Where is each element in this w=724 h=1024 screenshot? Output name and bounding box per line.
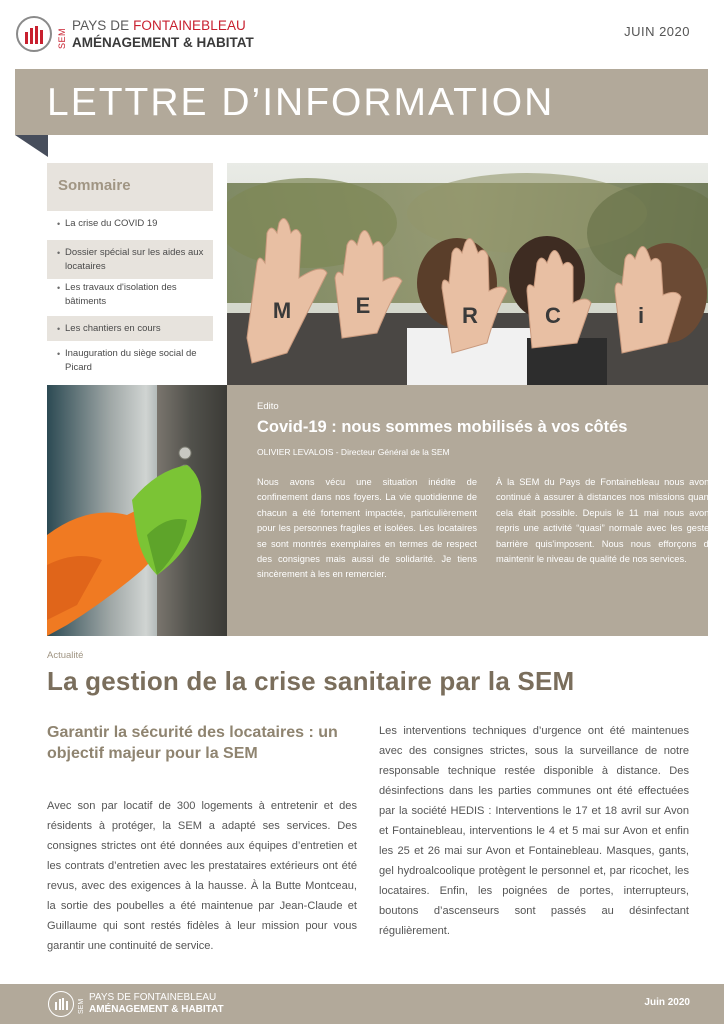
edito-kicker: Edito — [257, 401, 279, 412]
logo-emblem-icon — [16, 16, 52, 52]
article-title: La gestion de la crise sanitaire par la SEM — [47, 666, 575, 696]
newsletter-title: LETTRE D’INFORMATION — [47, 81, 555, 124]
article-subtitle: Garantir la sécurité des locataires : un objectif majeur pour la SEM — [47, 724, 338, 762]
article-kicker: Actualité — [47, 650, 84, 661]
sommaire-title: Sommaire — [58, 177, 131, 194]
sommaire-item[interactable]: • Inauguration du siège social de Picard — [57, 348, 197, 373]
sommaire-list — [47, 211, 213, 380]
edito-column-1: Nous avons vécu une situation inédite de confinement dans nos foyers. La vie quotidienne de chacun a été fortement impactée, particulièrement pour les personnes fragiles et isolées. Les locataires se sont montrés exemplaires en termes de respect des consignes mais aussi de solidarité. Je tiens sincèrement à les en remercier. — [257, 477, 477, 580]
edito-author: OLIVIER LEVALOIS - Directeur Général de la SEM — [257, 447, 450, 457]
bullet-icon: • — [57, 283, 61, 293]
logo-pays-text: PAYS DE — [72, 18, 130, 33]
footer-logo-line1: PAYS DE FONTAINEBLEAU — [89, 992, 217, 1003]
bullet-icon: • — [57, 324, 61, 334]
issue-date: JUIN 2020 — [624, 24, 690, 39]
sommaire-item[interactable]: • Les chantiers en cours — [47, 316, 213, 341]
footer-date: Juin 2020 — [644, 997, 690, 1008]
footer-logo-line2: AMÉNAGEMENT & HABITAT — [89, 1004, 224, 1015]
footer-logo-sem-text: SEM — [78, 998, 85, 1014]
merci-letter-m: M — [272, 298, 292, 323]
cleaning-elevator-photo — [47, 385, 227, 636]
merci-letter-e: E — [355, 293, 371, 318]
merci-letter-r: R — [462, 303, 478, 328]
logo-fontainebleau-text: FONTAINEBLEAU — [133, 18, 246, 33]
bullet-icon: • — [57, 349, 61, 359]
merci-letter-i: i — [637, 303, 645, 328]
bullet-icon: • — [57, 248, 61, 258]
sommaire-item[interactable]: • Les travaux d'isolation des bâtiments — [57, 282, 177, 307]
edito-panel — [227, 385, 714, 636]
logo-subtitle: AMÉNAGEMENT & HABITAT — [72, 35, 254, 50]
page-footer — [0, 984, 724, 1024]
sommaire-item[interactable]: • Dossier spécial sur les aides aux locataires — [47, 240, 213, 279]
article-column-2: Les interventions techniques d’urgence ont été maintenues avec des consignes strictes, sous la surveillance de notre responsable technique restée disponible à distance. Des désinfections dans les parties communes ont été effectuées par la société HEDIS : Interventions le 17 et 18 avril sur Avon et Fontainebleau, interventions le 4 et 5 mai sur Avon et enfin les 25 et 26 mai sur Avon et Fontainebleau. Masques, gants, gel hydroalcoolique protègent le personnel et, par ricochet, les locataires. Enfin, les poignées de portes, interrupteurs, boutons d’ascenseurs sont passés au désinfectant régulièrement. — [379, 725, 689, 937]
merci-letter-c: C — [545, 303, 561, 328]
banner-corner-tab — [15, 135, 48, 157]
edito-column-2: À la SEM du Pays de Fontainebleau nous avons continué à assurer à distances nos missions quand cela était possible. Depuis le 11 mai nous avons repris une activité “quasi” normale avec les gestes barrière quis'imposent. Nous nous efforçons de maintenir le niveau de qualité de nos services. — [496, 477, 714, 565]
newsletter-banner — [15, 69, 708, 135]
bullet-icon: • — [57, 219, 61, 229]
logo-sem-text: SEM — [57, 27, 67, 49]
sommaire-header — [47, 163, 213, 211]
merci-hands-photo — [227, 163, 708, 385]
sem-logo — [16, 16, 256, 56]
edito-title: Covid-19 : nous sommes mobilisés à vos côtés — [257, 418, 628, 436]
sommaire-item[interactable]: • La crise du COVID 19 — [57, 218, 158, 229]
article-column-1: Avec son par locatif de 300 logements à entretenir et des résidents à protéger, la SEM a adapté ses services. Des consignes strictes ont été données aux équipes d’entretien et les contrats d’entretien avec les prestataires extérieurs ont été revus, avec des exigences à la hausse. À la Butte Montceau, la sortie des poubelles a été maintenue par Jean-Claude et Guillaume qui sont restés fidèles à leur mission pour vous garantir une continuité de service. — [47, 800, 357, 952]
footer-logo-emblem-icon — [48, 991, 74, 1017]
